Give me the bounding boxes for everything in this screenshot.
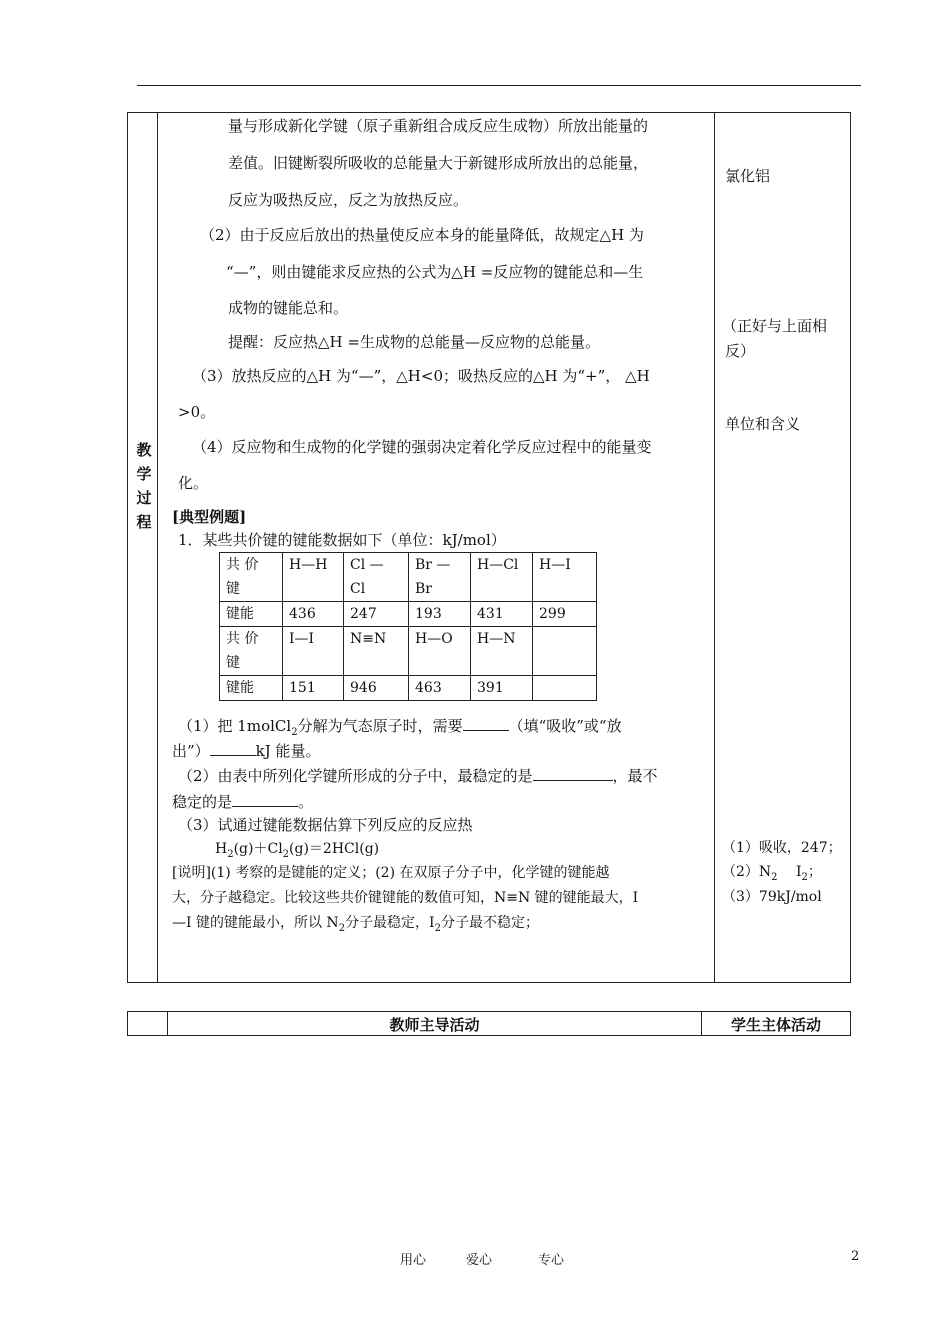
answer-line [722,862,822,888]
cell-line: N≡N [350,631,387,647]
reaction-equation [215,839,379,865]
cell-line: 键 [226,581,240,597]
table-cell [220,627,283,676]
subscript: 2 [282,848,290,860]
cell-line: Cl [350,581,366,597]
student-activity-header: 学生主体活动 [730,1016,821,1034]
question-1-line-2 [172,739,321,761]
cell-line: 391 [477,680,504,696]
cell-line: 946 [350,680,377,696]
explanation-line: [说明](1) 考察的是键能的定义；(2) 在双原子分子中，化学键的键能越 [172,865,610,881]
cell-line: I—I [289,631,315,647]
table-cell [533,627,597,676]
bond-energy-table [219,552,597,701]
table-row [220,676,597,701]
text-run: 分子最不稳定； [440,915,539,931]
table-cell [409,676,471,701]
section-label-char: 学 [136,465,152,483]
student-note: （正好与上面相 [722,317,828,335]
column-divider-left [157,113,158,982]
table-cell [471,602,533,627]
header-rule [137,85,861,86]
cell-line: Br [415,581,432,597]
explanation-line [172,913,539,939]
table-cell [471,676,533,701]
cell-line: H—I [539,557,571,573]
paragraph-line: （3）放热反应的△H 为“—”，△H<0；吸热反应的△H 为“+”， △H [192,367,650,385]
table-cell [344,676,409,701]
subscript: 2 [291,727,298,738]
cell-line: 151 [289,680,316,696]
question-2-line-1 [178,764,658,786]
text-run: I [777,864,802,880]
footer-word: 爱心 [466,1253,493,1268]
cell-line: H—H [289,557,328,573]
table-cell [220,553,283,602]
cell-line: 共 价 [226,631,259,647]
paragraph-line: 成物的键能总和。 [228,299,349,317]
subscript: 2 [771,871,778,883]
table-cell [344,553,409,602]
answer-line: （3）79kJ/mol [722,889,822,905]
student-note: 反） [725,342,756,360]
student-note: 氯化铝 [725,167,771,185]
text-run: （填“吸收”或“放 [508,717,622,735]
table-cell [283,676,344,701]
table-cell [533,676,597,701]
section-label [132,438,156,534]
text-run: kJ 能量。 [255,742,321,760]
cell-line: 键 [226,655,240,671]
table-cell [220,602,283,627]
cell-line: 431 [477,606,504,622]
paragraph-line: （4）反应物和生成物的化学键的强弱决定着化学反应过程中的能量变 [192,438,652,456]
paragraph-line: >0。 [178,403,216,421]
paragraph-line: （2）由于反应后放出的热量使反应本身的能量降低，故规定△H 为 [200,226,644,244]
section-label-char: 过 [136,489,152,507]
answer-blank[interactable] [463,714,509,731]
table-cell [533,553,597,602]
question-intro: 1．某些共价键的键能数据如下（单位：kJ/mol） [178,531,506,549]
text-run: —I 键的键能最小，所以 N [172,915,339,931]
table-row [220,553,597,602]
cell-line: Br — [415,557,451,573]
cell-line: H—O [415,631,453,647]
text-run: 分子最稳定，I [345,915,435,931]
text-run: ； [807,864,822,880]
table-cell [471,553,533,602]
text-run: 。 [298,793,314,811]
text-run: （2）由表中所列化学键所形成的分子中，最稳定的是 [178,767,533,785]
table-cell [409,627,471,676]
cell-line: 299 [539,606,566,622]
table-cell [409,553,471,602]
paragraph-line: “—”，则由键能求反应热的公式为△H =反应物的键能总和—生 [226,263,644,281]
answer-line: （1）吸收，247； [722,840,842,856]
text-run: 出”） [172,742,210,760]
answer-blank[interactable] [232,790,298,807]
subscript: 2 [227,848,234,860]
reminder-line: 提醒：反应热△H =生成物的总能量—反应物的总能量。 [228,333,600,351]
table-cell [471,627,533,676]
section-label-char: 教 [136,441,152,459]
example-heading: [典型例题] [172,508,247,526]
text-run: （2）N [722,864,772,880]
cell-line: H—Cl [477,557,519,573]
student-note: 单位和含义 [725,415,801,433]
table-cell [220,676,283,701]
paragraph-line: 量与形成新化学键（原子重新组合成反应生成物）所放出能量的 [228,117,649,135]
cell-line: 247 [350,606,377,622]
subscript: 2 [801,871,808,883]
paragraph-line: 化。 [178,474,209,492]
footer-word: 用心 [400,1253,427,1268]
cell-line: 193 [415,606,442,622]
cell-line: 436 [289,606,316,622]
table-cell [344,602,409,627]
explanation-line: 大，分子越稳定。比较这些共价键键能的数值可知，N≡N 键的键能最大，I [172,890,639,906]
cell-line: 463 [415,680,442,696]
question-2-line-2 [172,790,313,812]
table-cell [409,602,471,627]
table-row [220,627,597,676]
cell-line: 键能 [226,606,254,622]
table-row [220,602,597,627]
cell-line: H—N [477,631,516,647]
subscript: 2 [338,922,346,934]
cell-line: 共 价 [226,557,259,573]
subscript: 2 [434,922,441,934]
table-cell [283,627,344,676]
text-run: 分解为气态原子时，需要 [297,717,463,735]
paragraph-line: 差值。旧键断裂所吸收的总能量大于新键形成所放出的总能量， [228,154,649,172]
text-run: （1）把 1molCl [178,717,292,735]
table-cell [533,602,597,627]
cell-line: Cl — [350,557,384,573]
cell-line: 键能 [226,680,254,696]
table-cell [283,602,344,627]
page-number: 2 [851,1249,860,1264]
text-run: H [215,841,228,857]
activity-header-row [127,1011,851,1036]
answer-blank[interactable] [533,764,613,781]
text-run: 稳定的是 [172,793,233,811]
paragraph-line: 反应为吸热反应，反之为放热反应。 [228,191,469,209]
column-divider-right [714,113,715,982]
table-cell [283,553,344,602]
table-cell [344,627,409,676]
section-label-char: 程 [136,513,152,531]
text-run: (g)＋Cl [233,841,283,857]
teacher-activity-header: 教师主导活动 [389,1016,480,1034]
question-3: （3）试通过键能数据估算下列反应的反应热 [178,816,473,834]
answer-blank[interactable] [210,739,256,756]
text-run: ，最不 [612,767,658,785]
footer-word: 专心 [538,1253,565,1268]
text-run: (g)＝2HCl(g) [289,841,380,857]
